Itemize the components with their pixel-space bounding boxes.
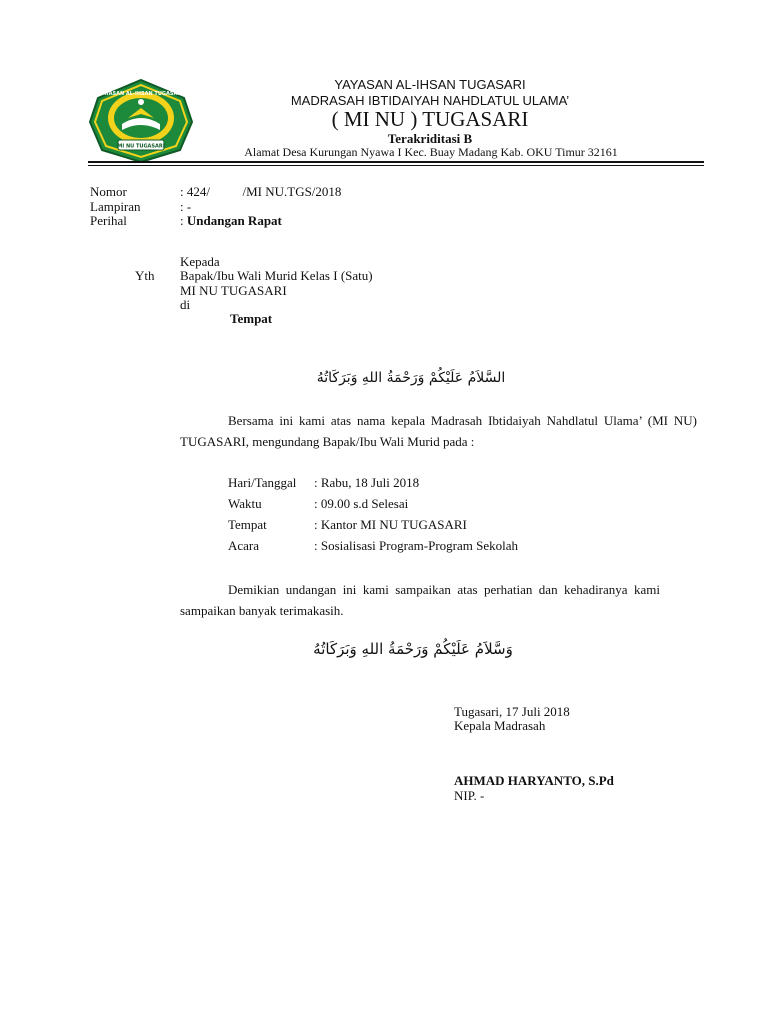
signature-position: Kepala Madrasah <box>454 718 546 733</box>
logo-ring-text: YAYASAN AL-IHSAN TUGASARI <box>98 91 184 97</box>
detail-value-hari: : Rabu, 18 Juli 2018 <box>314 475 420 490</box>
letterhead-rule-thin <box>88 165 704 166</box>
perihal-line <box>180 213 282 229</box>
recipient-di: di <box>180 297 191 312</box>
perihal-value: Undangan Rapat <box>186 213 282 228</box>
detail-value-acara: : Sosialisasi Program-Program Sekolah <box>314 538 519 553</box>
letterhead-school-name: ( MI NU ) TUGASARI <box>331 107 529 131</box>
nomor-label: Nomor <box>90 184 127 199</box>
lampiran-label: Lampiran <box>90 199 141 214</box>
detail-value-waktu: : 09.00 s.d Selesai <box>314 496 409 511</box>
detail-value-tempat: : Kantor MI NU TUGASARI <box>314 517 467 532</box>
body-intro-text: Bersama ini kami atas nama kepala Madrasah Ibtidaiyah Nahdlatul Ulama’ (MI NU) TUGASARI, mengundang Bapak/Ibu Wali Murid pada : <box>180 413 697 449</box>
signature-place-date: Tugasari, 17 Juli 2018 <box>454 704 570 719</box>
school-emblem-icon <box>88 78 194 164</box>
letterhead-rule-thick <box>88 161 704 163</box>
body-intro <box>180 410 697 452</box>
recipient-line2: MI NU TUGASARI <box>180 283 287 298</box>
detail-label-acara: Acara <box>228 538 260 553</box>
recipient-line1: Bapak/Ibu Wali Murid Kelas I (Satu) <box>180 268 373 283</box>
body-closing-text: Demikian undangan ini kami sampaikan atas perhatian dan kehadiranya kami sampaikan banyak terimakasih. <box>180 582 660 618</box>
recipient-kepada: Kepada <box>180 254 220 269</box>
recipient-tempat: Tempat <box>230 311 273 326</box>
letterhead-accreditation: Terakriditasi B <box>387 131 473 146</box>
signature-name: AHMAD HARYANTO, S.Pd <box>454 773 614 788</box>
detail-label-waktu: Waktu <box>228 496 262 511</box>
letterhead-foundation: YAYASAN AL-IHSAN TUGASARI <box>334 77 526 92</box>
body-closing <box>180 579 660 621</box>
signature-nip: NIP. - <box>454 788 485 803</box>
arabic-closing: وَسَّلاَمُ عَلَيْكُمْ وَرَحْمَةُ اللهِ وَبَرَكَاتُهُ <box>313 640 513 658</box>
arabic-greeting: السَّلاَمُ عَلَيْكُمْ وَرَحْمَةُ اللهِ وَبَرَكَاتُهُ <box>316 370 506 386</box>
perihal-label: Perihal <box>90 213 127 228</box>
perihal-colon: : <box>180 213 187 228</box>
letterhead-madrasah: MADRASAH IBTIDAIYAH NAHDLATUL ULAMA’ <box>290 93 570 108</box>
letterhead-address: Alamat Desa Kurungan Nyawa I Kec. Buay Madang Kab. OKU Timur 32161 <box>244 145 618 159</box>
logo-banner-text: MI NU TUGASARI <box>117 143 165 150</box>
recipient-yth: Yth <box>135 268 155 283</box>
lampiran-value: : - <box>180 199 192 214</box>
detail-label-hari: Hari/Tanggal <box>228 475 297 490</box>
nomor-value: : 424/ /MI NU.TGS/2018 <box>180 184 342 199</box>
detail-label-tempat: Tempat <box>228 517 267 532</box>
